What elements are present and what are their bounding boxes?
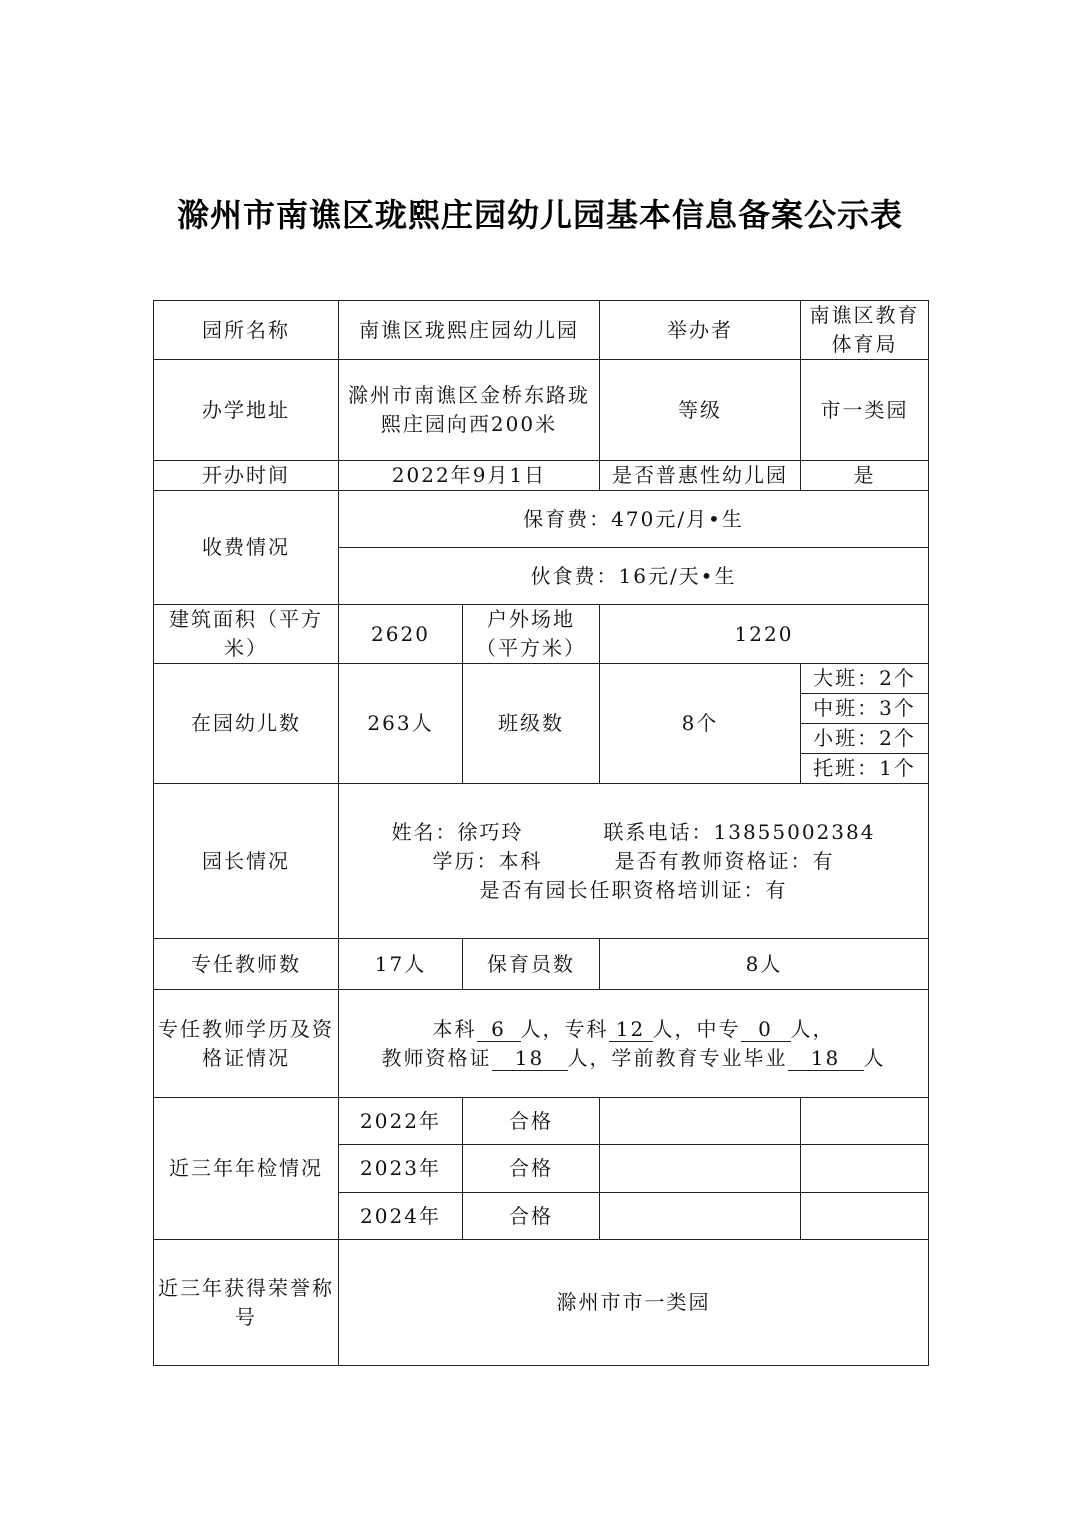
outdoor-area-value: 1220 bbox=[600, 605, 929, 664]
bachelor-count: 6 bbox=[477, 1017, 521, 1042]
address-label: 办学地址 bbox=[154, 360, 339, 461]
inspection-result: 合格 bbox=[463, 1193, 600, 1240]
class-breakdown-item: 大班：2个 bbox=[801, 664, 929, 694]
principal-info bbox=[339, 784, 929, 939]
inspection-year: 2024年 bbox=[339, 1193, 463, 1240]
children-label: 在园幼儿数 bbox=[154, 664, 339, 784]
classes-value: 8个 bbox=[600, 664, 801, 784]
bachelor-prefix: 本科 bbox=[432, 1016, 477, 1041]
honor-value: 滁州市市一类园 bbox=[339, 1240, 929, 1366]
fee-label: 收费情况 bbox=[154, 491, 339, 605]
principal-label: 园长情况 bbox=[154, 784, 339, 939]
inspection-result: 合格 bbox=[463, 1145, 600, 1193]
address-value: 滁州市南谯区金桥东路珑熙庄园向西200米 bbox=[339, 360, 600, 461]
college-count: 12 bbox=[609, 1017, 653, 1042]
preschool-prefix: 人，学前教育专业毕业 bbox=[567, 1045, 788, 1070]
inspection-empty bbox=[801, 1193, 929, 1240]
principal-teacher-cert: 是否有教师资格证：有 bbox=[614, 848, 835, 873]
cert-count: 18 bbox=[492, 1046, 568, 1071]
care-fee: 保育费：470元/月•生 bbox=[339, 491, 929, 548]
preschool-count: 18 bbox=[788, 1046, 864, 1071]
teachers-value: 17人 bbox=[339, 939, 463, 990]
college-prefix: 人，专科 bbox=[520, 1016, 609, 1041]
building-area-value: 2620 bbox=[339, 605, 463, 664]
teacher-quals-label: 专任教师学历及资格证情况 bbox=[154, 990, 339, 1098]
teachers-label: 专任教师数 bbox=[154, 939, 339, 990]
building-area-label: 建筑面积（平方米） bbox=[154, 605, 339, 664]
secondary-prefix: 人，中专 bbox=[652, 1016, 741, 1041]
inspection-result: 合格 bbox=[463, 1098, 600, 1145]
principal-training-cert: 是否有园长任职资格培训证：有 bbox=[479, 877, 788, 902]
class-breakdown-item: 托班：1个 bbox=[801, 754, 929, 784]
caregivers-value: 8人 bbox=[600, 939, 929, 990]
outdoor-area-label: 户外场地（平方米） bbox=[463, 605, 600, 664]
grade-value: 市一类园 bbox=[801, 360, 929, 461]
name-value: 南谯区珑熙庄园幼儿园 bbox=[339, 301, 600, 360]
honor-label: 近三年获得荣誉称号 bbox=[154, 1240, 339, 1366]
inspection-empty bbox=[600, 1193, 801, 1240]
info-table bbox=[153, 300, 929, 1366]
inspection-empty bbox=[801, 1145, 929, 1193]
inspection-empty bbox=[600, 1145, 801, 1193]
secondary-suffix: 人， bbox=[790, 1016, 835, 1041]
inspection-label: 近三年年检情况 bbox=[154, 1098, 339, 1240]
teacher-quals bbox=[339, 990, 929, 1098]
class-breakdown-item: 小班：2个 bbox=[801, 724, 929, 754]
principal-education: 学历：本科 bbox=[432, 848, 543, 873]
caregivers-label: 保育员数 bbox=[463, 939, 600, 990]
children-value: 263人 bbox=[339, 664, 463, 784]
page-title: 滁州市南谯区珑熙庄园幼儿园基本信息备案公示表 bbox=[176, 196, 903, 234]
grade-label: 等级 bbox=[600, 360, 801, 461]
secondary-count: 0 bbox=[741, 1017, 791, 1042]
principal-name: 姓名：徐巧玲 bbox=[391, 819, 524, 844]
inspection-empty bbox=[801, 1098, 929, 1145]
inspection-year: 2022年 bbox=[339, 1098, 463, 1145]
name-label: 园所名称 bbox=[154, 301, 339, 360]
organizer-value: 南谯区教育体育局 bbox=[801, 301, 929, 360]
principal-phone: 联系电话：13855002384 bbox=[603, 819, 876, 844]
class-breakdown-item: 中班：3个 bbox=[801, 694, 929, 724]
cert-prefix: 教师资格证 bbox=[381, 1045, 492, 1070]
open-date-label: 开办时间 bbox=[154, 461, 339, 491]
open-date-value: 2022年9月1日 bbox=[339, 461, 600, 491]
preschool-suffix: 人 bbox=[863, 1045, 886, 1070]
organizer-label: 举办者 bbox=[600, 301, 801, 360]
meal-fee: 伙食费：16元/天•生 bbox=[339, 548, 929, 605]
inspection-empty bbox=[600, 1098, 801, 1145]
inspection-year: 2023年 bbox=[339, 1145, 463, 1193]
classes-label: 班级数 bbox=[463, 664, 600, 784]
inclusive-label: 是否普惠性幼儿园 bbox=[600, 461, 801, 491]
inclusive-value: 是 bbox=[801, 461, 929, 491]
